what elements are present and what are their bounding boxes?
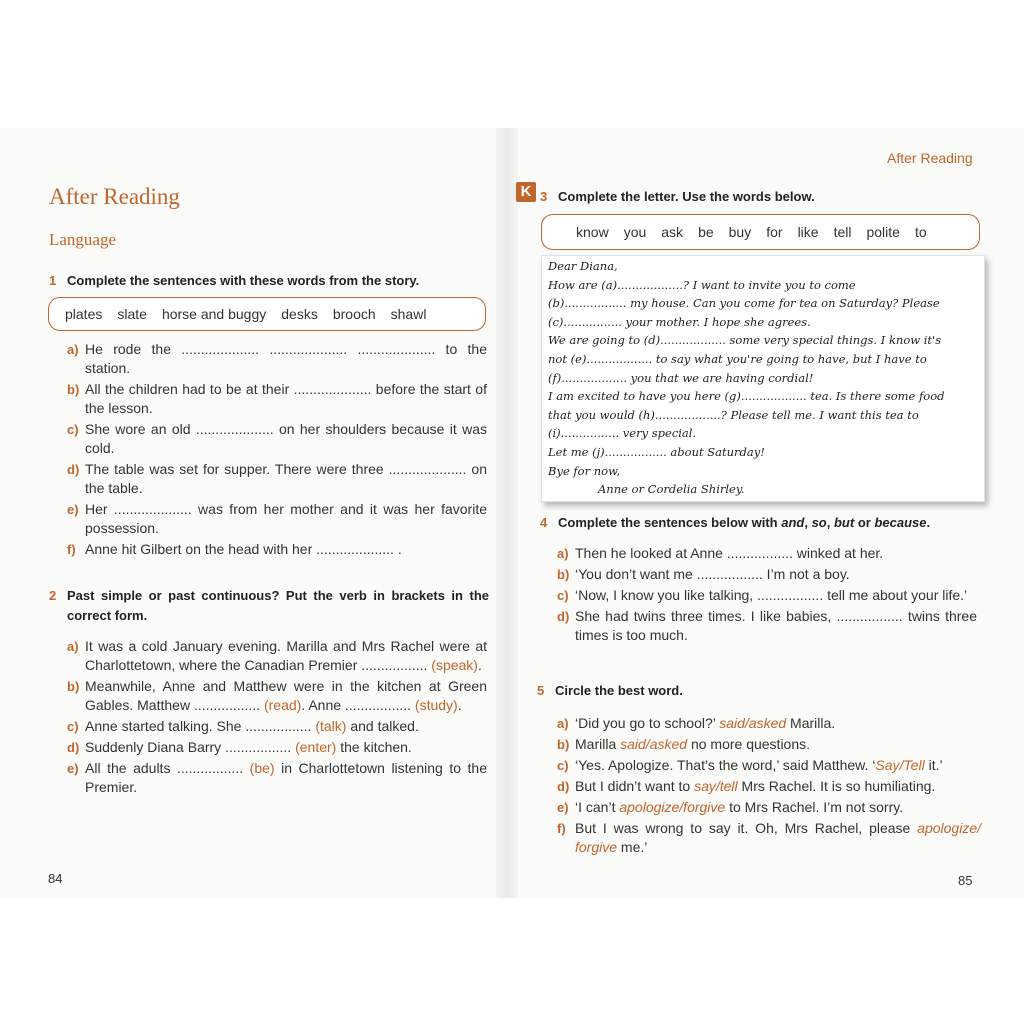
word-choice[interactable]: Say/Tell [875,757,925,773]
item-letter: d) [67,462,80,477]
item-letter: a) [67,639,79,654]
page-number-right: 85 [958,873,973,888]
item-letter: e) [557,800,569,815]
item-text: Anne started talking. She ................. [85,718,312,734]
exercise-5-text: Circle the best word. [555,683,683,698]
k-badge-icon: K [516,182,536,202]
item-text: But I didn’t want to [575,778,695,794]
separator: , [804,515,812,530]
item-letter: b) [67,679,80,694]
item-letter: c) [557,588,569,603]
item-text: Then he looked at Anne ................. winked at her. [575,545,884,561]
word-choice[interactable]: apologize/ forgive [575,820,981,855]
item-letter: e) [67,761,79,776]
item-letter: a) [557,546,569,561]
word-box-item: be [698,224,714,240]
item-text: Her .................... was from her mother and it was her favorite possession. [85,501,487,536]
exercise-5-list [557,714,981,859]
word-box-item: ask [661,224,684,240]
running-head: After Reading [887,150,973,166]
item-text: ‘I can’t [575,799,620,815]
word-box-item: you [623,224,647,240]
item-text: Meanwhile, Anne and Matthew were in the kitchen at Green Gables. Matthew ................. [85,678,487,713]
item-text-end: . [457,697,462,713]
item-text-end: Marilla. [786,715,836,731]
conjunction: because [874,515,927,530]
item-text: She wore an old .................... on her shoulders because it was cold. [85,421,487,456]
word-box-item: shawl [390,306,427,322]
item-text: All the children had to be at their .................... before the start of the lesson. [85,381,487,416]
list-item [557,544,977,563]
word-box-item: like [797,224,819,240]
letter-line: not (e).................. to say what you're going to have, but I have to [548,351,927,366]
item-text: ‘Did you go to school?’ [575,715,720,731]
word-box-item: tell [833,224,852,240]
verb-hint: (talk) [315,718,347,734]
word-box-item: horse and buggy [161,306,267,322]
verb-hint: (be) [249,760,275,776]
exercise-3-word-box [541,214,980,250]
item-letter: a) [557,716,569,731]
exercise-4-list [557,544,977,647]
list-item [67,500,487,538]
list-item [557,714,981,733]
item-letter: d) [67,740,80,755]
item-letter: f) [557,821,566,836]
list-item [67,380,487,418]
item-text-end: in Charlottetown listening to the Premier. [85,760,488,795]
item-text-end: the kitchen. [336,739,412,755]
exercise-2-text: Past simple or past continuous? Put the verb in brackets in the correct form. [67,588,489,623]
item-text-end: it.’ [924,757,943,773]
exercise-3-instruction [540,187,980,207]
item-text: He rode the .................... .................... .................... to the station. [85,341,487,376]
page-number-left: 84 [48,871,63,886]
letter-line: (b)................. my house. Can you come for tea on Saturday? Please [548,296,940,311]
list-item [557,735,981,754]
item-letter: b) [557,737,570,752]
letter-line: Bye for now, [548,463,621,478]
item-text-end: and talked. [346,718,419,734]
letter-line: How are (a)..................? I want to invite you to come [548,277,856,292]
word-choice[interactable]: say/tell [694,778,738,794]
list-item [67,637,487,675]
word-choice[interactable]: said/asked [620,736,688,752]
item-letter: f) [67,542,76,557]
exercise-3-text: Complete the letter. Use the words below. [558,189,815,204]
letter-line: (c)................ your mother. I hope she agrees. [548,314,811,329]
word-box-item: know [576,224,609,240]
separator: or [854,515,875,530]
list-item [557,777,981,796]
letter-line: We are going to (d).................. some very special things. I know it's [548,333,942,348]
item-text: Marilla [575,736,621,752]
list-item [67,340,487,378]
exercise-5-instruction [537,681,977,701]
item-text-end: me.’ [617,839,648,855]
exercise-1-list [67,340,487,561]
item-letter: b) [557,567,570,582]
list-item [557,798,981,817]
list-item [67,717,487,736]
letter-line: that you would (h)..................? Please tell me. I want this tea to [548,407,919,422]
item-text: All the adults ................. [85,760,244,776]
word-box-item: desks [281,306,318,322]
list-item [67,677,487,715]
item-letter: c) [67,422,79,437]
book-gutter [496,128,518,898]
conjunction: but [833,515,855,530]
verb-hint: (speak) [431,657,478,673]
item-letter: b) [67,382,80,397]
exercise-1-instruction [49,271,489,291]
item-text: ‘Yes. Apologize. That’s the word,’ said Matthew. ‘ [575,757,876,773]
item-letter: a) [67,342,79,357]
exercise-1-number: 1 [49,273,57,288]
separator: . [926,515,931,530]
exercise-4-instruction [540,513,980,533]
item-text-end: to Mrs Rachel. I’m not sorry. [725,799,904,815]
item-text: Anne hit Gilbert on the head with her .................... . [85,541,402,557]
item-letter: d) [557,779,570,794]
list-item [67,460,487,498]
exercise-1-text: Complete the sentences with these words from the story. [67,273,420,288]
exercise-3-number: 3 [540,189,548,204]
item-text: The table was set for supper. There were three .................... on the table. [85,461,487,496]
list-item [67,738,487,757]
list-item [557,565,977,584]
verb-hint: (study) [414,697,458,713]
word-box-item: for [766,224,783,240]
word-box-item: to [914,224,927,240]
item-text: ‘You don’t want me ................. I’m not a boy. [575,566,850,582]
item-letter: d) [557,609,570,624]
word-box-item: brooch [332,306,376,322]
exercise-1-word-box [48,297,486,331]
exercise-2-list [67,637,487,799]
exercise-2-instruction [49,586,489,626]
list-item [67,759,487,797]
letter-line: Let me (j)................. about Saturday! [548,444,765,459]
letter-card [541,255,985,502]
item-text: Suddenly Diana Barry ................. [85,739,292,755]
exercise-2-number: 2 [49,588,57,603]
word-box-item: buy [728,224,752,240]
word-box-item: plates [65,306,103,322]
conjunction: so [811,515,827,530]
item-text-mid: . Anne ................. [301,697,412,713]
list-item [557,819,981,857]
letter-line: I am excited to have you here (g).................. tea. Is there some food [548,389,945,404]
list-item [557,607,977,645]
conjunction: and [781,515,805,530]
list-item [557,756,981,775]
item-text: She had twins three times. I like babies, ................. twins three times is too much. [575,608,977,643]
word-choice[interactable]: apologize/forgive [619,799,726,815]
item-letter: c) [557,758,569,773]
item-letter: c) [67,719,79,734]
item-text-end: Mrs Rachel. It is so humiliating. [737,778,936,794]
item-letter: e) [67,502,79,517]
list-item [67,420,487,458]
letter-line: Dear Diana, [548,259,618,273]
letter-signature: Anne or Cordelia Shirley. [598,482,745,497]
list-item [67,540,487,559]
verb-hint: (enter) [295,739,337,755]
letter-line: (f).................. you that we are having cordial! [548,370,814,385]
section-title: Language [49,230,117,249]
word-box-item: slate [117,306,147,322]
exercise-4-number: 4 [540,515,548,530]
verb-hint: (read) [263,697,302,713]
page-title: After Reading [49,184,180,209]
item-text-end: no more questions. [687,736,811,752]
item-text: ‘Now, I know you like talking, ................. tell me about your life.’ [575,587,968,603]
word-choice[interactable]: said/asked [719,715,787,731]
exercise-5-number: 5 [537,683,545,698]
item-text-end: . [477,657,482,673]
instruction-text: Complete the sentences below with [558,515,782,530]
word-box-item: polite [866,224,900,240]
letter-line: (i)................ very special. [548,426,697,441]
item-text: But I was wrong to say it. Oh, Mrs Rachel, please [575,820,918,836]
item-text: It was a cold January evening. Marilla and Mrs Rachel were at Charlottetown, where the Canadian Premier ................. [85,638,487,673]
separator: , [826,515,834,530]
list-item [557,586,977,605]
